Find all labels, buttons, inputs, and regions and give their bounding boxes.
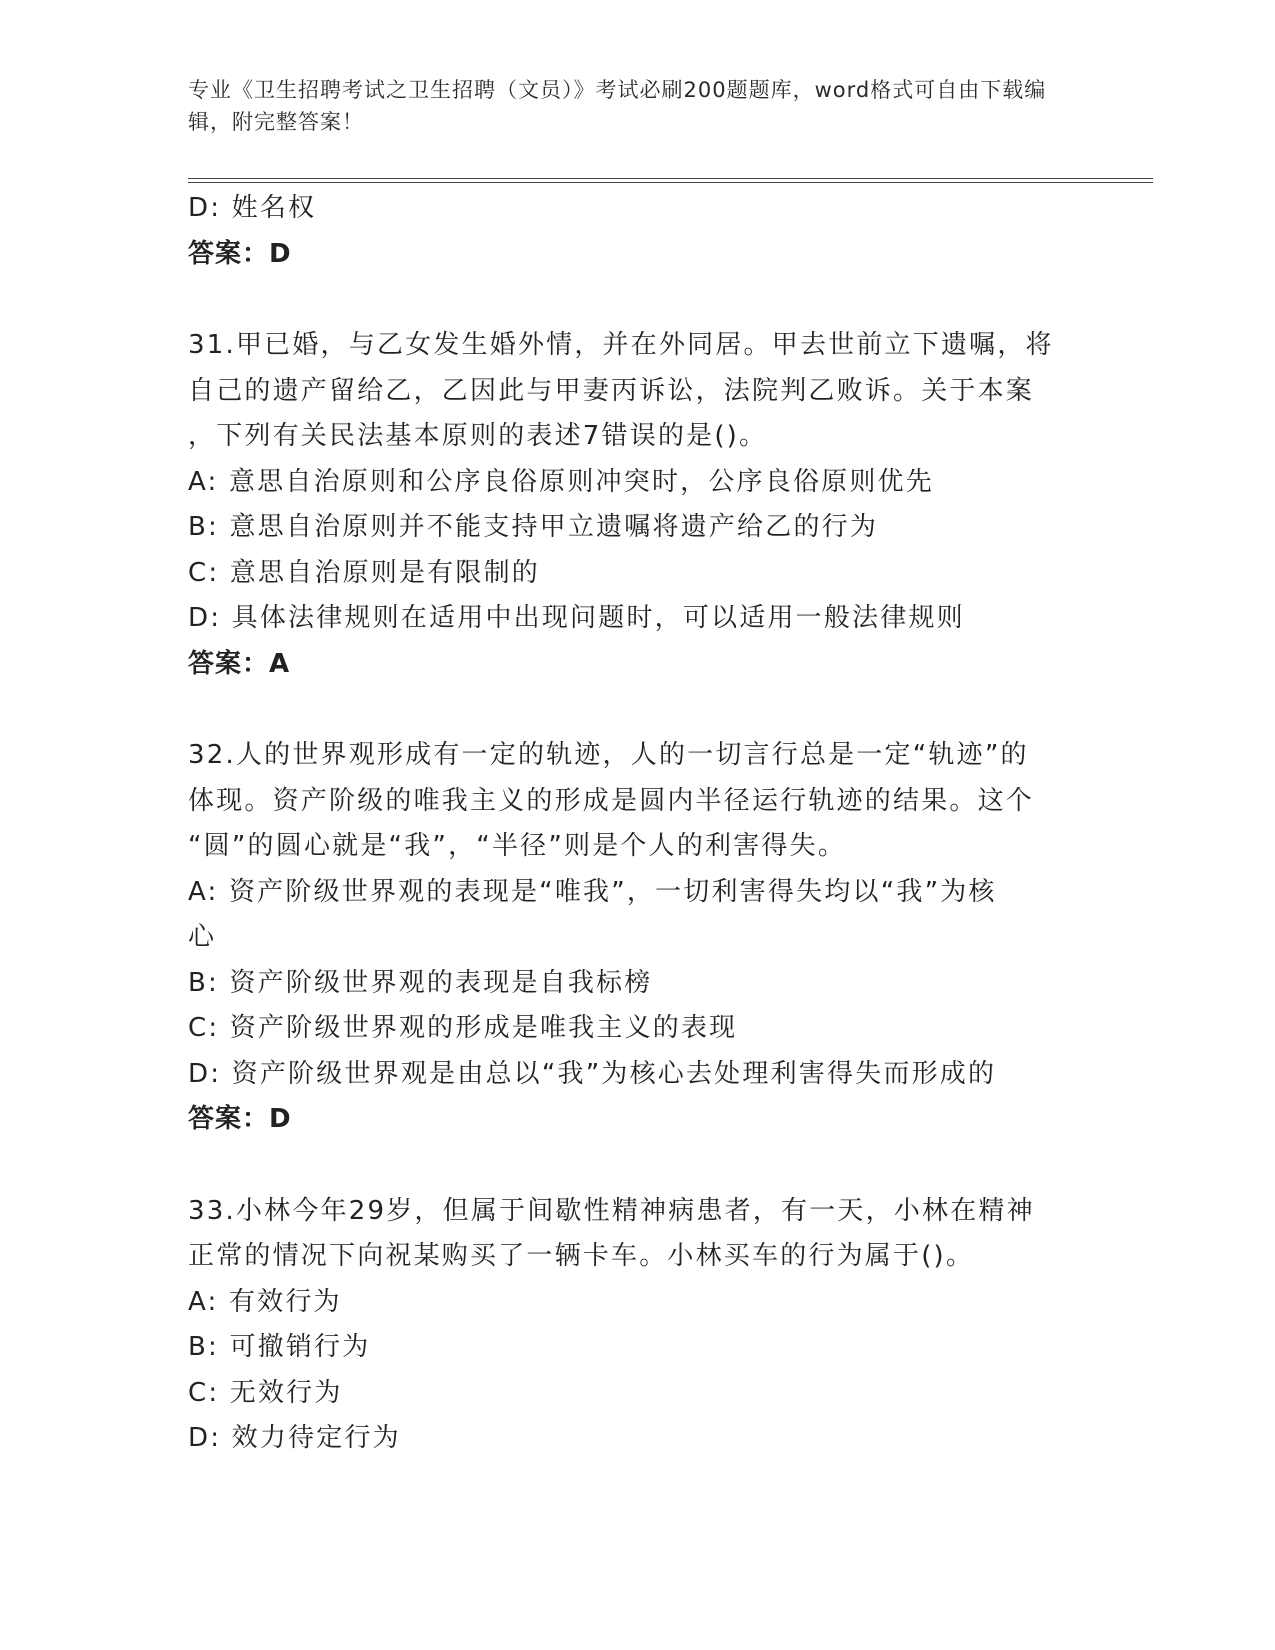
option-d: D: 姓名权 <box>188 193 317 223</box>
question-stem-line: 33.小林今年29岁，但属于间歇性精神病患者，有一天，小林在精神 <box>188 1195 1035 1226</box>
option-c: C: 意思自治原则是有限制的 <box>188 557 540 588</box>
header-rule-thin <box>188 178 1153 179</box>
answer-line: 答案：A <box>188 648 291 679</box>
header-title: 专业《卫生招聘考试之卫生招聘（文员）》考试必刷200题题库，word格式可自由下载编辑，附完整答案！ <box>188 78 1047 134</box>
answer-line: 答案：D <box>188 1104 292 1134</box>
question-stem-line: 32.人的世界观形成有一定的轨迹，人的一切言行总是一定“轨迹”的 <box>188 740 1029 770</box>
option-d: D: 效力待定行为 <box>188 1423 401 1453</box>
header-rule-thick <box>188 182 1153 183</box>
option-a: A: 意思自治原则和公序良俗原则冲突时，公序良俗原则优先 <box>188 466 934 497</box>
question-stem-line: ，下列有关民法基本原则的表述7错误的是()。 <box>188 421 768 451</box>
option-d: D: 具体法律规则在适用中出现问题时，可以适用一般法律规则 <box>188 603 965 633</box>
document-header <box>188 74 1068 138</box>
answer-line: 答案：D <box>188 238 292 269</box>
prev-question <box>188 186 1088 277</box>
question-31 <box>188 323 1088 687</box>
question-stem-line: 自己的遗产留给乙，乙因此与甲妻丙诉讼，法院判乙败诉。关于本案 <box>188 375 1035 406</box>
question-32 <box>188 733 1088 1143</box>
option-c: C: 资产阶级世界观的形成是唯我主义的表现 <box>188 1013 738 1043</box>
question-stem-line: “圆”的圆心就是“我”，“半径”则是个人的利害得失。 <box>188 831 847 861</box>
option-a-continued: 心 <box>188 922 217 952</box>
question-stem-line: 31.甲已婚，与乙女发生婚外情，并在外同居。甲去世前立下遗嘱，将 <box>188 330 1054 360</box>
option-b: B: 意思自治原则并不能支持甲立遗嘱将遗产给乙的行为 <box>188 512 879 542</box>
question-stem-line: 体现。资产阶级的唯我主义的形成是圆内半径运行轨迹的结果。这个 <box>188 785 1035 816</box>
option-d: D: 资产阶级世界观是由总以“我”为核心去处理利害得失而形成的 <box>188 1058 997 1089</box>
option-b: B: 资产阶级世界观的表现是自我标榜 <box>188 967 653 998</box>
document-body <box>188 186 1088 1462</box>
option-a: A: 有效行为 <box>188 1286 342 1317</box>
option-c: C: 无效行为 <box>188 1377 343 1408</box>
question-33 <box>188 1189 1088 1462</box>
option-a: A: 资产阶级世界观的表现是“唯我”，一切利害得失均以“我”为核 <box>188 876 997 907</box>
option-b: B: 可撤销行为 <box>188 1332 371 1362</box>
question-stem-line: 正常的情况下向祝某购买了一辆卡车。小林买车的行为属于()。 <box>188 1241 975 1271</box>
